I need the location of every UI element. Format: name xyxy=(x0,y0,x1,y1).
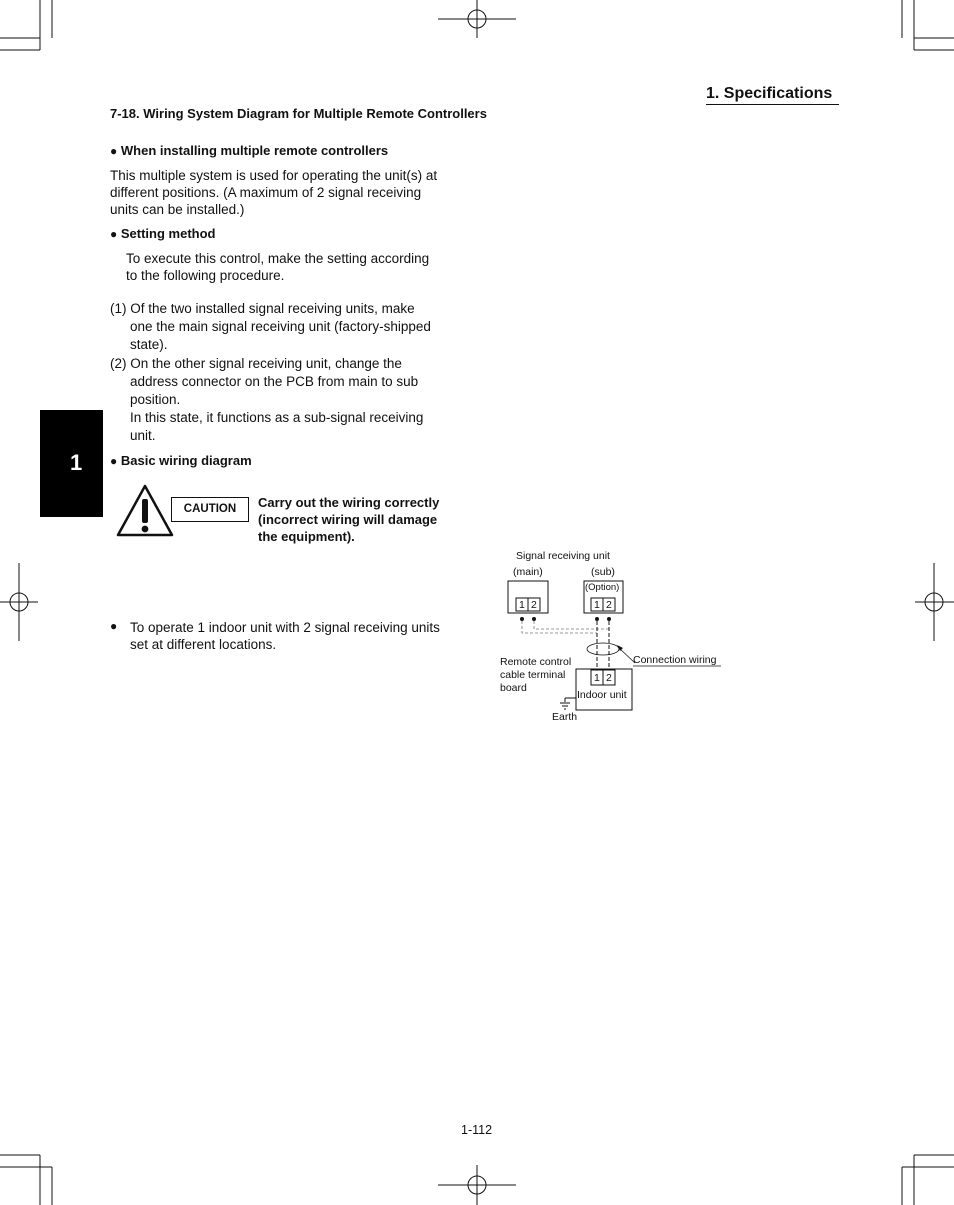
bullet-icon: ● xyxy=(110,454,118,468)
wiring-diagram xyxy=(495,545,730,730)
signal-receiving-unit-label: Signal receiving unit xyxy=(516,550,610,562)
caution-label: CAUTION xyxy=(171,497,249,522)
earth-label: Earth xyxy=(552,711,578,723)
page-title: 7-18. Wiring System Diagram for Multiple Remote Controllers xyxy=(110,106,487,121)
warning-triangle-icon xyxy=(116,484,174,538)
connection-wiring-label: Connection wiring xyxy=(633,654,717,666)
setting-step-1: (1) Of the two installed signal receiving units, make one the main signal receiving unit (factory-shipped state). xyxy=(110,301,431,352)
sub-terminal-2: 2 xyxy=(606,599,612,611)
bullet-icon: ● xyxy=(110,227,118,241)
setting-heading: ● Setting method xyxy=(110,226,216,241)
setting-intro: To execute this control, make the setting according to the following procedure. xyxy=(126,251,430,283)
chapter-tab xyxy=(40,410,103,517)
sub-label: (sub) xyxy=(591,566,615,578)
section-header: 1. Specifications xyxy=(706,85,839,105)
caution-text: Carry out the wiring correctly (incorrect wiring will damage the equipment). xyxy=(258,495,440,544)
option-label: (Option) xyxy=(585,582,620,593)
multiple-paragraph: This multiple system is used for operating the unit(s) at different positions. (A maximum of 2 signal receiving units can be installed.) xyxy=(110,168,438,217)
main-terminal-2: 2 xyxy=(531,599,537,611)
main-label: (main) xyxy=(513,566,543,578)
indoor-terminal-1: 1 xyxy=(594,672,600,684)
sub-terminal-1: 1 xyxy=(594,599,600,611)
main-terminal-1: 1 xyxy=(519,599,525,611)
indoor-terminal-2: 2 xyxy=(606,672,612,684)
setting-step-2: (2) On the other signal receiving unit, change the address connector on the PCB from main to sub position. In this state, it functions as a sub-signal receiving unit. xyxy=(110,356,424,443)
page-number: 1-112 xyxy=(461,1123,493,1137)
operate-paragraph: To operate 1 indoor unit with 2 signal receiving units set at different locations. xyxy=(130,620,440,652)
operate-bullet-icon: ● xyxy=(110,619,118,633)
remote-control-terminal-label: Remote control cable terminal board xyxy=(500,656,572,694)
multiple-heading: ● When installing multiple remote controllers xyxy=(110,143,389,158)
bullet-icon: ● xyxy=(110,144,118,158)
chapter-number: 1 xyxy=(70,450,83,475)
wiring-heading: ● Basic wiring diagram xyxy=(110,453,252,468)
indoor-unit-label: Indoor unit xyxy=(577,689,627,701)
